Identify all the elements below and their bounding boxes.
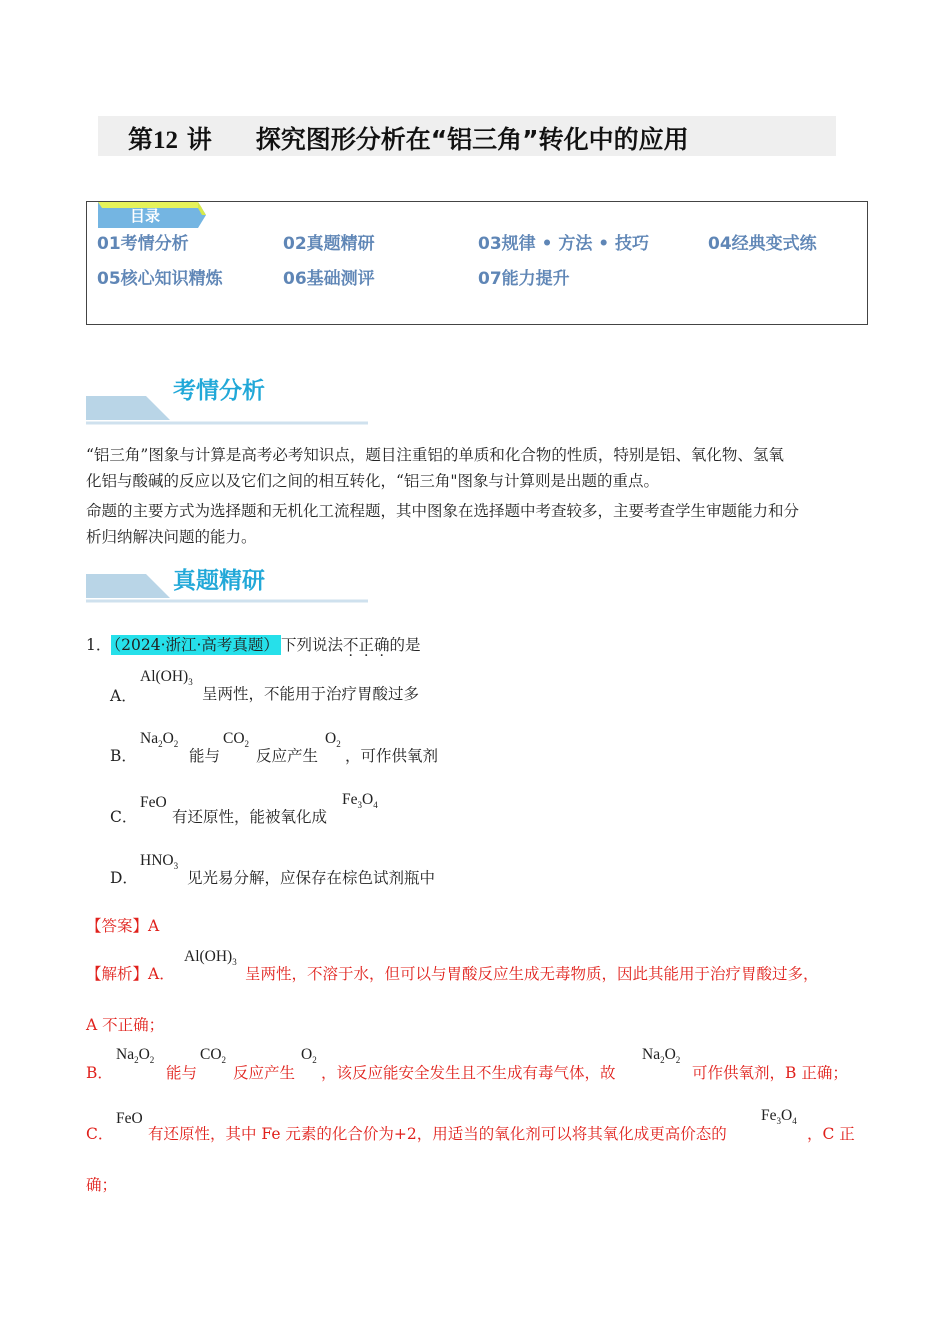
question-stem <box>86 633 421 655</box>
question-stem-emphasis: 不正确 <box>342 636 390 654</box>
option-c-letter[interactable]: C． <box>110 808 138 826</box>
option-d-text: 见光易分解，应保存在棕色试剂瓶中 <box>187 869 436 887</box>
analysis-b-t4: 可作供氧剂，B 正确； <box>692 1064 848 1082</box>
toc-item-methods[interactable]: 03规律 • 方法 • 技巧 <box>478 234 650 254</box>
formula-na2o2: $Na_2O_2$ <box>642 1046 681 1066</box>
option-d-letter[interactable]: D． <box>110 869 138 887</box>
analysis-a-text: 呈两性，不溶于水，但可以与胃酸反应生成无毒物质，因此其能用于治疗胃酸过多， <box>245 965 819 983</box>
section-title-exam: 真题精研 <box>173 568 265 594</box>
toc-item-basic[interactable]: 06基础测评 <box>283 269 375 289</box>
formula-fe3o4: $Fe_3O_4$ <box>761 1107 797 1127</box>
toc-tag-label: 目录 <box>130 207 161 225</box>
formula-feo: FeO <box>116 1110 143 1127</box>
formula-fe3o4: $Fe_3O_4$ <box>342 791 378 811</box>
title-prefix: 第 <box>128 125 154 154</box>
formula-o2: $O_2$ <box>325 730 341 750</box>
title-number: 12 <box>153 127 179 154</box>
analysis-paragraph-1 <box>86 442 866 494</box>
toc-item-analysis[interactable]: 01考情分析 <box>97 234 189 254</box>
formula-na2o2: $Na_2O_2$ <box>116 1046 155 1066</box>
analysis-b-t1: 能与 <box>166 1064 198 1082</box>
analysis-b-letter: B． <box>86 1064 113 1082</box>
analysis-p2-line1: 命题的主要方式为选择题和无机化工流程题，其中图象在选择题中考查较多，主要考查学生审题能力和分 <box>86 502 800 520</box>
analysis-c-letter: C． <box>86 1125 114 1143</box>
formula-na2o2: $Na_2O_2$ <box>140 730 179 750</box>
analysis-c-t1: 有还原性，其中 Fe 元素的化合价为+2，用适当的氧化剂可以将其氧化成更高价态的 <box>148 1125 727 1143</box>
option-c-text1: 有还原性，能被氧化成 <box>172 808 328 826</box>
formula-feo: FeO <box>140 794 167 811</box>
question-source-tag: （2024·浙江·高考真题） <box>113 636 279 654</box>
question-number: 1． <box>86 636 112 654</box>
analysis-b-t2: 反应产生 <box>233 1064 296 1082</box>
formula-co2: $CO_2$ <box>200 1046 227 1066</box>
analysis-p1-line1: “铝三角”图象与计算是高考必考知识点，题目注重铝的单质和化合物的性质，特别是铝、氧化物、氢氧 <box>86 446 784 464</box>
option-a-text: 呈两性，不能用于治疗胃酸过多 <box>202 685 420 703</box>
formula-hno3: $HNO_3$ <box>140 852 179 872</box>
option-a-letter[interactable]: A． <box>110 687 137 705</box>
option-b-text3: ，可作供氧剂 <box>345 747 439 765</box>
formula-aloh3: $Al(OH)_3$ <box>140 668 193 688</box>
option-b-text2: 反应产生 <box>256 747 319 765</box>
formula-aloh3: $Al(OH)_3$ <box>184 948 237 968</box>
analysis-paragraph-2 <box>86 498 866 550</box>
analysis-label: 【解析】A． <box>86 965 175 983</box>
question-stem-pre: 下列说法 <box>280 636 343 654</box>
title-suffix: 讲 <box>186 125 212 154</box>
section-title-analysis: 考情分析 <box>173 378 265 404</box>
formula-o2: $O_2$ <box>301 1046 317 1066</box>
page-title <box>128 120 689 156</box>
analysis-a-tail: A 不正确； <box>86 1016 165 1034</box>
analysis-b-t3: ，该反应能安全发生且不生成有毒气体，故 <box>321 1064 616 1082</box>
answer-label: 【答案】A <box>86 917 160 935</box>
analysis-c-t2: ，C 正 <box>807 1125 855 1143</box>
toc-item-advanced[interactable]: 07能力提升 <box>478 269 570 289</box>
formula-co2: $CO_2$ <box>223 730 250 750</box>
option-b-letter[interactable]: B． <box>110 747 137 765</box>
toc-item-variants[interactable]: 04经典变式练 <box>708 234 817 254</box>
analysis-p1-line2: 化铝与酸碱的反应以及它们之间的相互转化，“铝三角"图象与计算则是出题的重点。 <box>86 472 660 490</box>
title-topic: 探究图形分析在“铝三角”转化中的应用 <box>255 125 689 154</box>
question-stem-post: 的是 <box>389 636 421 654</box>
toc-item-core[interactable]: 05核心知识精炼 <box>97 269 223 289</box>
analysis-c-tail: 确； <box>86 1176 118 1194</box>
analysis-p2-line2: 析归纳解决问题的能力。 <box>86 528 257 546</box>
toc-item-exam[interactable]: 02真题精研 <box>283 234 375 254</box>
option-b-text1: 能与 <box>189 747 221 765</box>
